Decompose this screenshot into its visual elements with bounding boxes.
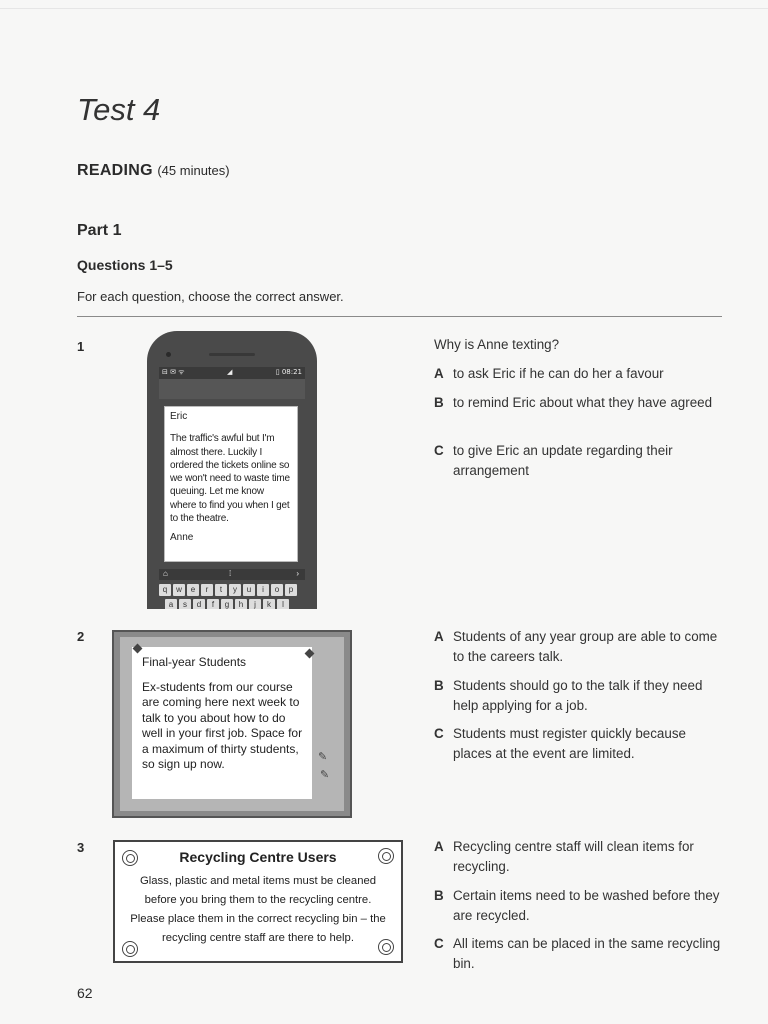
keyboard-row-1 [159,584,305,596]
part-heading: Part 1 [77,222,122,239]
keyboard-row-2 [159,599,305,609]
key: h [235,599,247,609]
option-letter: B [434,395,444,410]
question-3-option-a[interactable] [434,837,724,877]
pin-cluster-icon: ✎ [318,751,328,763]
message-recipient: Eric [170,411,188,422]
question-3-option-c[interactable] [434,934,724,974]
key: w [173,584,185,596]
text-message [164,406,298,562]
key: u [243,584,255,596]
option-text: All items can be placed in the same recycling bin. [453,936,721,971]
notice-body: Ex-students from our course are coming here next week to talk to you about how to do well in your first job. Space for a maximum of thirty students, so sign up now. [142,679,303,771]
top-border-line [0,8,768,9]
question-1-option-a[interactable] [434,364,714,384]
sign-title: Recycling Centre Users [179,849,337,865]
question-2-option-b[interactable] [434,676,724,716]
option-letter: A [434,629,444,644]
option-text: Recycling centre staff will clean items for recycling. [453,839,694,874]
phone-illustration [147,331,317,609]
status-icons: ⊟ ✉ ᯤ [162,368,185,376]
key: j [249,599,261,609]
message-sender: Anne [170,532,194,544]
sign-text: Glass, plastic and metal items must be cleaned before you bring them to the recycling centre. Please place them in the correct recycling bin – the recycling centre staff are there to help. [130,875,386,944]
speaker-slot [209,353,255,356]
questions-range: Questions 1–5 [77,257,173,273]
pin-cluster-icon: ✎ [320,769,330,781]
key: a [165,599,177,609]
message-body: The traffic's awful but I'm almost there. Luckily I ordered the tickets online so we won't need to waste time queuing. Let me know where to find you when I get to the theatre. [170,433,290,525]
key: y [229,584,241,596]
option-letter: A [434,839,444,854]
phone-status-bar [159,367,305,379]
phone-screen-header [159,379,305,399]
phone-toolbar [159,569,305,580]
chevron-right-icon: › [296,569,299,578]
option-letter: A [434,366,444,381]
page-number: 62 [77,985,93,1001]
notice-board [112,630,352,818]
option-text: Students of any year group are able to come to the careers talk. [453,629,718,664]
section-time: (45 minutes) [157,163,230,178]
key: l [277,599,289,609]
board-surface [120,637,344,811]
home-icon: ⌂ [163,569,168,578]
divider-rule [77,316,722,317]
key: k [263,599,275,609]
question-1-text: Why is Anne texting? [434,337,560,352]
option-text: to remind Eric about what they have agreed [453,395,713,410]
key: g [221,599,233,609]
key: f [207,599,219,609]
notice-heading: Final-year Students [142,655,247,669]
key: i [257,584,269,596]
option-letter: C [434,443,444,458]
question-1-option-b[interactable] [434,393,714,413]
option-letter: C [434,726,444,741]
option-text: to give Eric an update regarding their arrangement [453,443,673,478]
status-time: ▯ 08:21 [275,368,302,376]
option-text: Students should go to the talk if they need help applying for a job. [453,678,703,713]
question-1-option-c[interactable] [434,441,714,481]
camera-dot [166,352,171,357]
recycling-sign [113,840,403,963]
key: q [159,584,171,596]
key: r [201,584,213,596]
section-heading [77,162,230,180]
option-text: Certain items need to be washed before they are recycled. [453,888,720,923]
option-letter: B [434,678,444,693]
section-title: READING [77,162,153,179]
question-2-option-c[interactable] [434,724,724,764]
key: d [193,599,205,609]
question-3-option-b[interactable] [434,886,724,926]
key: p [285,584,297,596]
key: s [179,599,191,609]
option-text: Students must register quickly because places at the event are limited. [453,726,686,761]
test-title: Test 4 [77,92,161,127]
phone-keyboard [159,584,305,609]
question-number-2: 2 [77,629,85,644]
key: o [271,584,283,596]
question-number-1: 1 [77,339,85,354]
option-letter: B [434,888,444,903]
key: t [215,584,227,596]
question-2-option-a[interactable] [434,627,724,667]
cursor-icon: ⁞ [229,569,232,578]
instruction-text: For each question, choose the correct answer. [77,289,344,304]
option-text: to ask Eric if he can do her a favour [453,366,664,381]
notice-paper [132,647,312,799]
signal-icon: ◢ [227,368,233,376]
option-letter: C [434,936,444,951]
key: e [187,584,199,596]
question-number-3: 3 [77,840,85,855]
